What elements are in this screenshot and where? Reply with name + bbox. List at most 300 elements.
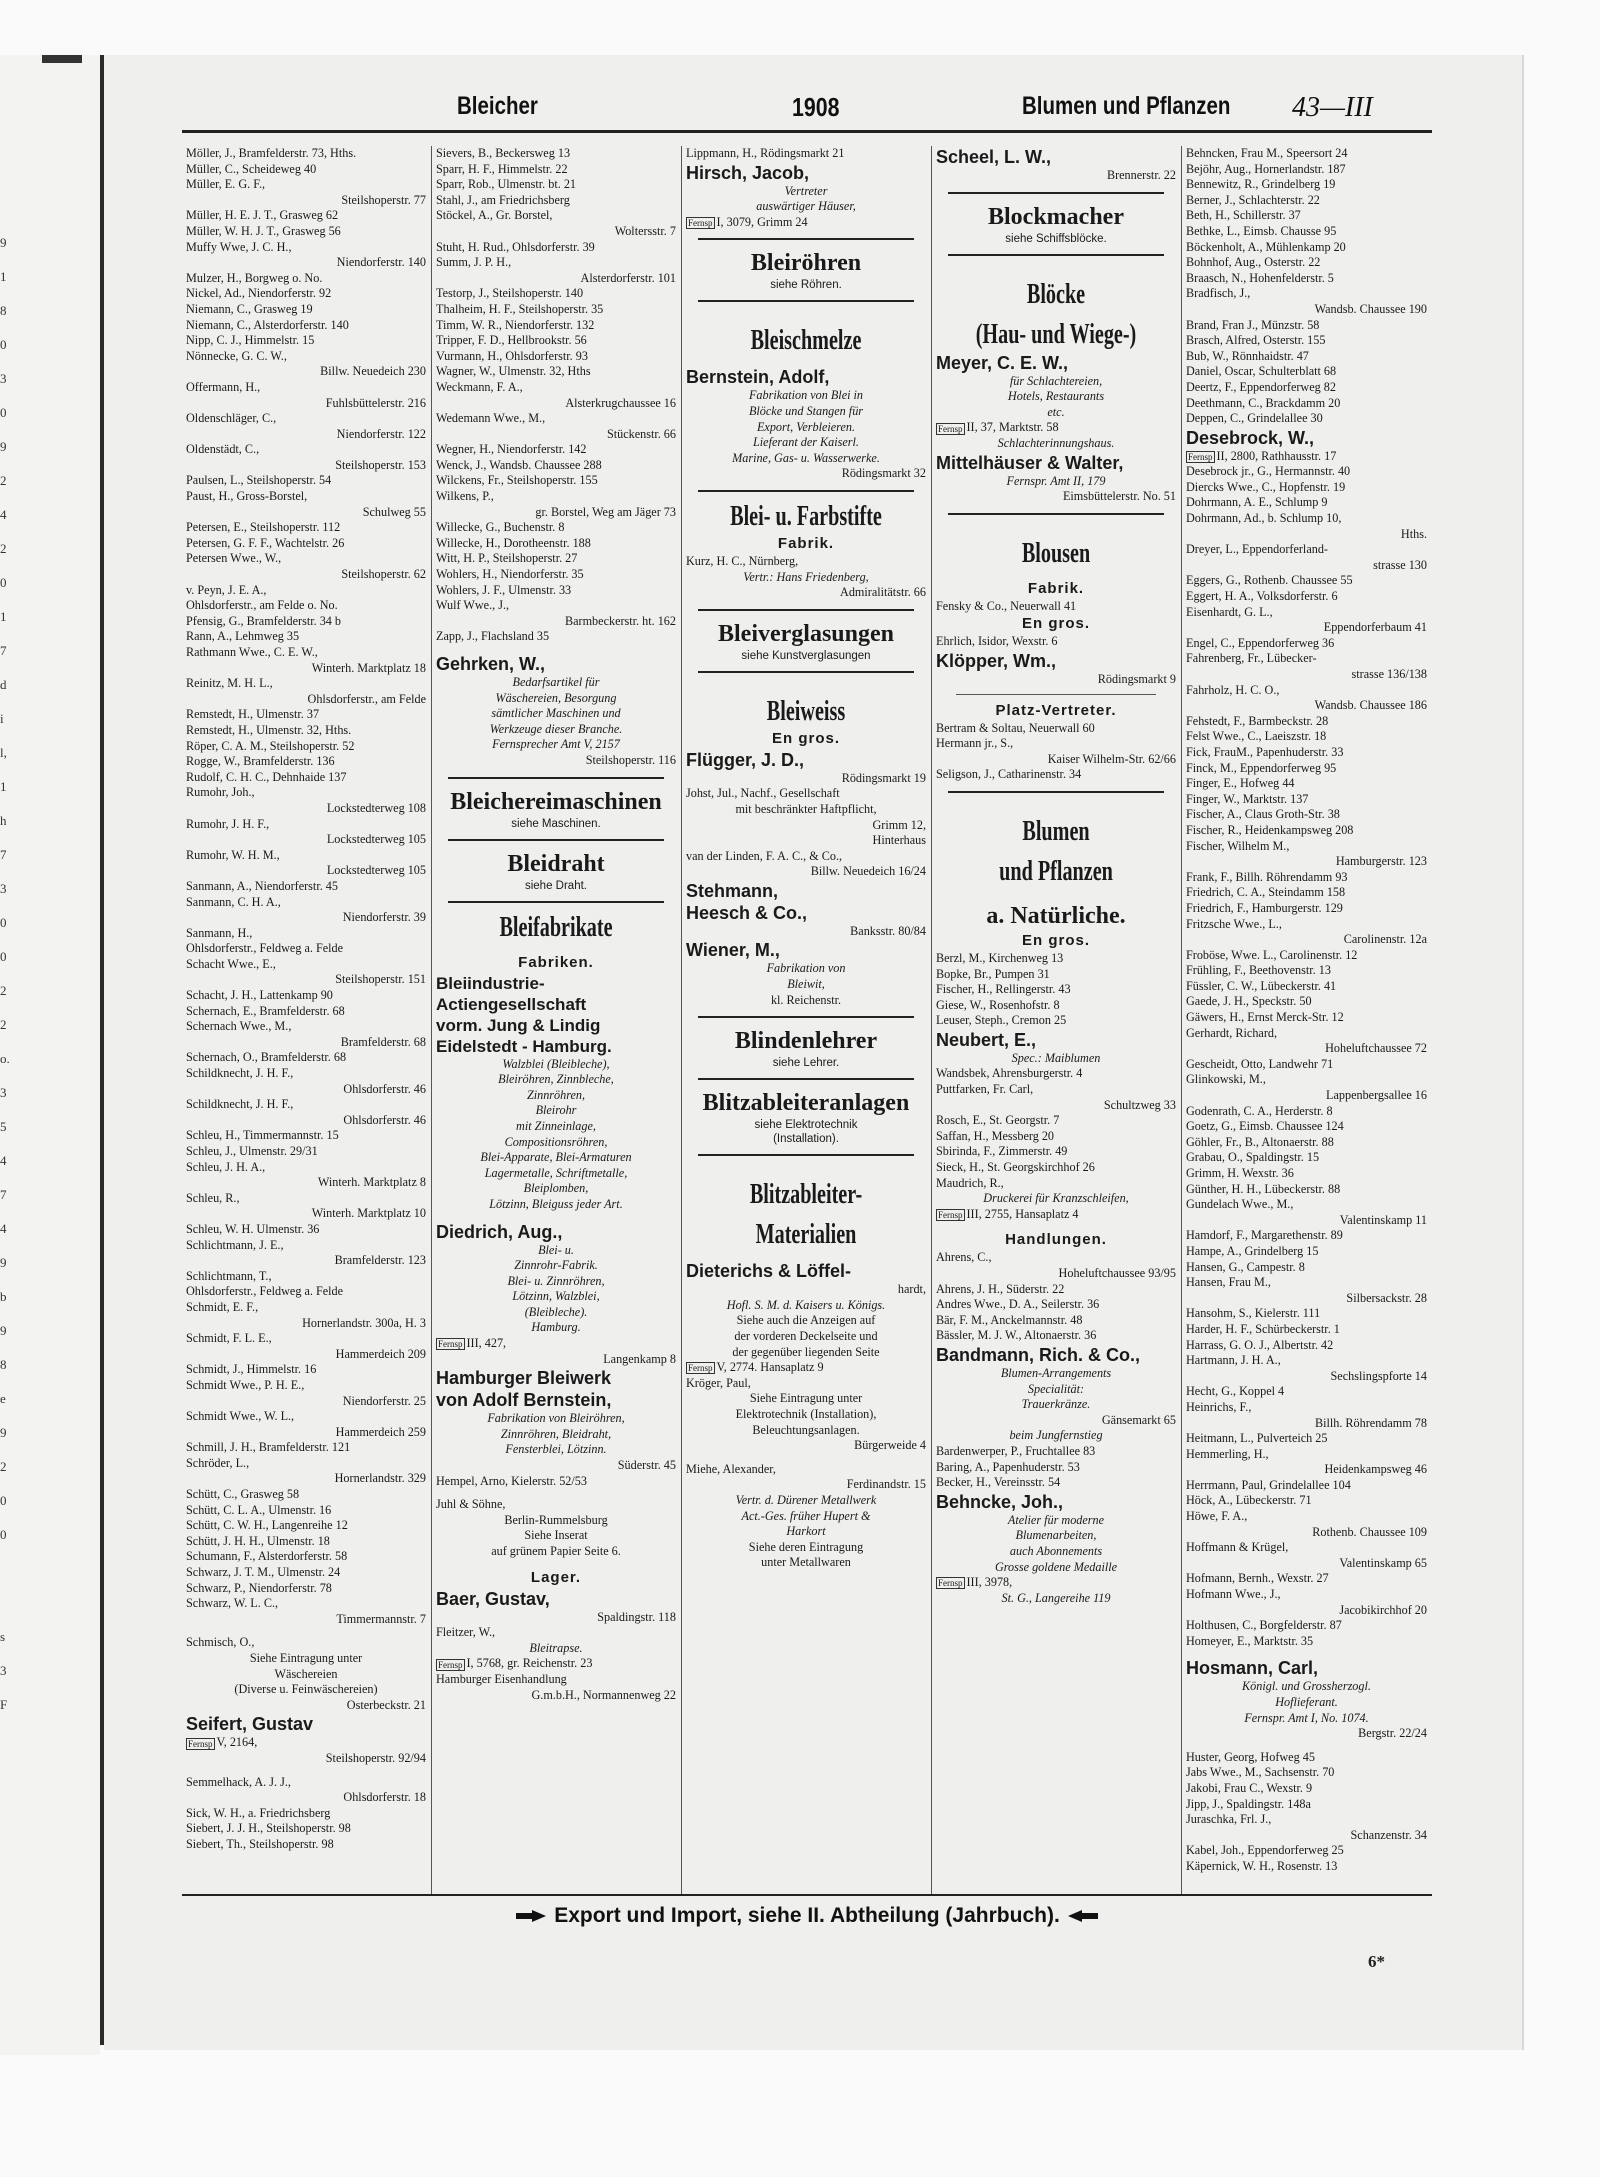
directory-entry: Hemmerling, H., [1186, 1446, 1269, 1461]
margin-char: 0 [0, 575, 7, 590]
note: (Diverse u. Feinwäschereien) [234, 1682, 378, 1697]
address: strasse 130 [1373, 557, 1427, 572]
directory-entry: Schernach, E., Bramfelderstr. 68 [186, 1003, 345, 1018]
directory-entry: Schmisch, O., [186, 1635, 255, 1650]
subsection-heading: Fabriken. [518, 953, 594, 971]
telephone-line [686, 215, 926, 231]
section-divider [448, 839, 664, 841]
address: Hammerdeich 259 [335, 1424, 426, 1439]
spacer [436, 645, 676, 653]
directory-entry: Müller, E. G. F., [186, 177, 266, 192]
firm-name: Hosmann, Carl, [1186, 1658, 1319, 1679]
directory-entry: Schmidt Wwe., P. H. E., [186, 1377, 305, 1392]
directory-entry: Schleu, R., [186, 1190, 240, 1205]
firm-description: Spec.: Maiblumen [1011, 1050, 1101, 1065]
directory-entry: Eggers, G., Rothenb. Chaussee 55 [1186, 573, 1353, 588]
firm-description: beim Jungfernstieg [1009, 1428, 1103, 1443]
section-divider [948, 192, 1164, 194]
directory-entry: Siebert, Th., Steilshoperstr. 98 [186, 1836, 334, 1851]
margin-char: 3 [0, 1663, 7, 1678]
section-heading: Blöcke [1026, 278, 1086, 310]
firm-description: Hofl. S. M. d. Kaisers u. Königs. [726, 1297, 886, 1312]
directory-entry: Schleu, W. H. Ulmenstr. 36 [186, 1221, 320, 1236]
telephone-number: V, 2164, [216, 1735, 258, 1750]
see-also: siehe Elektrotechnik [754, 1119, 858, 1132]
address: Gänsemarkt 65 [1101, 1412, 1176, 1427]
directory-entry: Harder, H. F., Schürbeckerstr. 1 [1186, 1321, 1340, 1336]
address: Rothenb. Chaussee 109 [1312, 1524, 1427, 1539]
address: Valentinskamp 11 [1339, 1212, 1427, 1227]
column-5 [1182, 146, 1432, 1894]
directory-entry: Schleu, H., Timmermannstr. 15 [186, 1128, 339, 1143]
telephone-line [936, 420, 1176, 436]
directory-entry: Schlichtmann, T., [186, 1268, 272, 1283]
section-divider [698, 238, 914, 240]
firm-description: St. G., Langereihe 119 [1001, 1590, 1111, 1605]
directory-entry: Felst Wwe., C., Laeiszstr. 18 [1186, 729, 1327, 744]
address: Hoheluftchaussee 72 [1325, 1041, 1427, 1056]
directory-entry: Schildknecht, J. H. F., [186, 1097, 294, 1112]
note: mit beschränkter Haftpflicht, [735, 801, 877, 816]
address: Niendorferstr. 122 [336, 426, 426, 441]
address: Ohlsdorferstr. 46 [343, 1081, 426, 1096]
address: Timmermannstr. 7 [336, 1611, 426, 1626]
address: Eimsbüttelerstr. No. 51 [1062, 489, 1176, 504]
directory-entry: Wandsbek, Ahrensburgerstr. 4 [936, 1066, 1083, 1081]
margin-char: 0 [0, 1527, 7, 1542]
margin-char: 7 [0, 1187, 7, 1202]
firm-name: Hirsch, Jacob, [686, 162, 810, 183]
firm-description: Lagermetalle, Schriftmetalle, [484, 1165, 628, 1180]
firm-name: Neubert, E., [936, 1029, 1037, 1050]
firm-name: Actiengesellschaft [436, 994, 587, 1014]
directory-entry: Petersen, G. F. F., Wachtelstr. 26 [186, 535, 345, 550]
directory-entry: Hansen, G., Campestr. 8 [1186, 1259, 1305, 1274]
directory-entry: Hecht, G., Koppel 4 [1186, 1384, 1285, 1399]
directory-entry: Bohnhof, Aug., Osterstr. 22 [1186, 255, 1321, 270]
directory-entry: Juhl & Söhne, [436, 1497, 506, 1512]
directory-entry: Schildknecht, J. H. F., [186, 1066, 294, 1081]
telephone-icon: Fernsp [438, 1339, 463, 1350]
firm-name: Dieterichs & Löffel- [686, 1261, 852, 1282]
directory-entry: Fahrholz, H. C. O., [1186, 682, 1280, 697]
address: Brennerstr. 22 [1106, 168, 1176, 182]
margin-char: h [0, 813, 7, 828]
directory-entry: Fritzsche Wwe., L., [1186, 916, 1282, 931]
margin-char: 9 [0, 1255, 7, 1270]
address: Alsterdorferstr. 101 [580, 270, 676, 285]
see-also: siehe Schiffsblöcke. [1005, 232, 1107, 245]
directory-entry: Rathmann Wwe., C. E. W., [186, 645, 318, 659]
sub-divider [956, 694, 1156, 695]
directory-entry: Heinrichs, F., [1186, 1399, 1252, 1414]
section-heading: a. Natürliche. [986, 902, 1126, 929]
directory-entry: Froböse, Wwe. L., Carolinenstr. 12 [1186, 947, 1358, 962]
directory-entry: Schacht, J. H., Lattenkamp 90 [186, 988, 333, 1003]
directory-entry: Fischer, Wilhelm M., [1186, 838, 1290, 853]
margin-char: 3 [0, 881, 7, 896]
directory-entry: Wilckens, Fr., Steilshoperstr. 155 [436, 473, 598, 488]
directory-entry: Bertram & Soltau, Neuerwall 60 [936, 720, 1095, 735]
directory-entry: Sparr, H. F., Himmelstr. 22 [436, 161, 568, 176]
telephone-number: II, 2800, Rathhausstr. 17 [1216, 448, 1337, 463]
directory-entry: Schleu, J., Ulmenstr. 29/31 [186, 1144, 318, 1158]
section-divider [698, 300, 914, 302]
firm-description: Bleirohr [535, 1103, 577, 1118]
directory-entry: Baring, A., Papenhuderstr. 53 [936, 1459, 1080, 1474]
directory-entry: Rogge, W., Bramfelderstr. 136 [186, 754, 335, 769]
directory-entry: Hofmann, Bernh., Wexstr. 27 [1186, 1571, 1329, 1586]
directory-entry: Gundelach Wwe., M., [1186, 1197, 1294, 1212]
margin-char: 0 [0, 405, 7, 420]
address: Bramfelderstr. 68 [340, 1034, 426, 1049]
firm-description: Wäschereien, Besorgung [495, 690, 617, 705]
directory-entry: Bopke, Br., Pumpen 31 [936, 966, 1050, 981]
address: Ohlsdorferstr. 18 [343, 1790, 426, 1805]
directory-entry: Kurz, H. C., Nürnberg, [686, 553, 799, 568]
header-rule [182, 130, 1432, 133]
directory-entry: Seligson, J., Catharinenstr. 34 [936, 767, 1082, 782]
subsection-heading: Platz-Vertreter. [995, 701, 1117, 719]
note: Siehe Eintragung unter [749, 1391, 863, 1406]
directory-entry: Bennewitz, R., Grindelberg 19 [1186, 177, 1336, 192]
directory-entry: Paulsen, L., Steilshoperstr. 54 [186, 473, 332, 488]
firm-description: Atelier für moderne [1007, 1512, 1105, 1527]
firm-description: auch Abonnements [1009, 1543, 1103, 1558]
firm-description: Compositionsröhren, [504, 1134, 608, 1149]
address: Hoheluftchaussee 93/95 [1058, 1266, 1176, 1280]
margin-char: 3 [0, 1085, 7, 1100]
firm-description: Blumen-Arrangements [1000, 1365, 1112, 1380]
directory-entry: Sieck, H., St. Georgskirchhof 26 [936, 1160, 1095, 1175]
margin-char: d [0, 677, 7, 692]
directory-entry: Nipp, C. J., Himmelstr. 15 [186, 333, 315, 348]
directory-entry: Grimm, H. Wexstr. 36 [1186, 1166, 1294, 1180]
firm-name: Eidelstedt - Hamburg. [436, 1036, 612, 1056]
directory-entry: Fehstedt, F., Barmbeckstr. 28 [1186, 713, 1329, 728]
address: Schanzenstr. 34 [1350, 1827, 1427, 1842]
directory-entry: Schacht Wwe., E., [186, 956, 276, 971]
directory-entry: Sanmann, C. H. A., [186, 894, 281, 909]
firm-description: Vertr.: Hans Friedenberg, [743, 569, 869, 584]
section-heading: Blumen [1022, 815, 1090, 847]
address: Ohlsdorferstr. 46 [343, 1112, 426, 1127]
pointing-hand-icon [514, 1909, 548, 1923]
directory-entry: Ohlsdorferstr., Feldweg a. Felde [186, 941, 344, 956]
address: Hammerdeich 209 [335, 1346, 426, 1361]
telephone-line [936, 1207, 1176, 1223]
firm-description: Schlachterinnungshaus. [997, 435, 1115, 450]
spacer [686, 310, 926, 318]
firm-name: Mittelhäuser & Walter, [936, 452, 1124, 473]
directory-entry: Daniel, Oscar, Schulterblatt 68 [1186, 364, 1337, 379]
section-heading: Bleischmelze [750, 325, 862, 357]
subsection-heading: En gros. [1021, 931, 1090, 949]
directory-entry: Wilkens, P., [436, 489, 494, 504]
address: Stückenstr. 66 [606, 426, 676, 441]
telephone-icon: Fernsp [188, 1738, 213, 1749]
address: Wandsb. Chaussee 186 [1314, 698, 1427, 713]
directory-entry: Eisenhardt, G. L., [1186, 604, 1273, 619]
directory-entry: Fick, FrauM., Papenhuderstr. 33 [1186, 744, 1344, 759]
directory-entry: Dohrmann, A. E., Schlump 9 [1186, 495, 1328, 510]
directory-entry: Jabs Wwe., M., Sachsenstr. 70 [1186, 1765, 1335, 1780]
spacer [936, 801, 1176, 809]
previous-page-edge [0, 55, 100, 2055]
address: Steilshoperstr. 92/94 [325, 1750, 426, 1765]
telephone-icon: Fernsp [938, 1578, 963, 1589]
section-heading: Blindenlehrer [734, 1028, 878, 1055]
see-also: siehe Maschinen. [511, 817, 601, 830]
firm-description: Fernspr. Amt II, 179 [1006, 473, 1106, 488]
spacer [1186, 1649, 1427, 1657]
telephone-icon: Fernsp [938, 1210, 963, 1221]
directory-entry: Rosch, E., St. Georgstr. 7 [936, 1113, 1060, 1128]
firm-name: Bleiindustrie- [436, 973, 545, 993]
address: gr. Borstel, Weg am Jäger 73 [535, 504, 676, 519]
directory-entry: Kabel, Joh., Eppendorferweg 25 [1186, 1843, 1344, 1858]
firm-description: sämtlicher Maschinen und [491, 706, 621, 721]
margin-characters [0, 235, 18, 1731]
directory-entry: Paust, H., Gross-Borstel, [186, 489, 308, 504]
directory-entry: Sparr, Rob., Ulmenstr. bt. 21 [436, 177, 577, 192]
margin-char: 1 [0, 269, 7, 284]
directory-entry: Hansohm, S., Kielerstr. 111 [1186, 1306, 1321, 1321]
firm-description: Walzblei (Bleibleche), [502, 1056, 610, 1071]
directory-entry: Gerhardt, Richard, [1186, 1025, 1278, 1040]
directory-entry: Godenrath, C. A., Herderstr. 8 [1186, 1103, 1333, 1118]
directory-entry: Schumann, F., Alsterdorferstr. 58 [186, 1549, 348, 1564]
directory-entry: Deethmann, C., Brackdamm 20 [1186, 395, 1341, 410]
directory-entry: van der Linden, F. A. C., & Co., [686, 848, 843, 863]
margin-char: 0 [0, 915, 7, 930]
header-left: Bleicher [457, 92, 538, 120]
address: Langenkamp 8 [603, 1351, 676, 1366]
spacer [936, 1222, 1176, 1230]
directory-entry: Schwarz, J. T. M., Ulmenstr. 24 [186, 1565, 341, 1580]
directory-entry: Deppen, C., Grindelallee 30 [1186, 411, 1323, 426]
directory-entry: Muffy Wwe, J. C. H., [186, 239, 292, 254]
margin-char [0, 1561, 18, 1595]
address: Hornerlandstr. 300a, H. 3 [302, 1315, 426, 1330]
directory-entry: Miehe, Alexander, [686, 1461, 776, 1476]
directory-entry: Eggert, H. A., Volksdorferstr. 6 [1186, 589, 1338, 604]
directory-entry: Dreyer, L., Eppendorferland- [1186, 542, 1328, 557]
address: Spaldingstr. 118 [597, 1609, 676, 1624]
firm-name: Flügger, J. D., [686, 749, 805, 770]
address: Lappenbergsallee 16 [1326, 1088, 1427, 1103]
spacer [686, 358, 926, 366]
directory-entry: Niemann, C., Alsterdorferstr. 140 [186, 317, 349, 332]
section-heading: Bleifabrikate [499, 911, 613, 943]
directory-entry: Saffan, H., Messberg 20 [936, 1128, 1055, 1143]
firm-description: Fabrikation von Bleiröhren, [487, 1411, 625, 1426]
firm-description: Bleiwit, [787, 977, 825, 992]
directory-entry: Bässler, M. J. W., Altonaerstr. 36 [936, 1328, 1097, 1343]
directory-entry: Braasch, N., Hohenfelderstr. 5 [1186, 270, 1334, 285]
directory-entry: Fensky & Co., Neuerwall 41 [936, 598, 1077, 613]
directory-entry: Hoffmann & Krügel, [1186, 1540, 1289, 1555]
firm-description: Bleiröhren, Zinnbleche, [498, 1072, 614, 1087]
directory-entry: Ehrlich, Isidor, Wexstr. 6 [936, 634, 1058, 649]
directory-entry: Göhler, Fr., B., Altonaerstr. 88 [1186, 1134, 1334, 1149]
spacer [436, 945, 676, 953]
note: Wäschereien [274, 1666, 338, 1681]
address: Rödingsmarkt 19 [841, 770, 926, 785]
margin-char: 2 [0, 1017, 7, 1032]
telephone-icon: Fernsp [438, 1659, 463, 1670]
directory-entry: Schröder, L., [186, 1455, 250, 1470]
firm-name: Bernstein, Adolf, [686, 367, 830, 388]
directory-entry: Hamdorf, F., Margarethenstr. 89 [1186, 1228, 1343, 1243]
directory-entry: Beth, H., Schillerstr. 37 [1186, 208, 1301, 223]
directory-entry: Homeyer, E., Marktstr. 35 [1186, 1633, 1314, 1648]
section-heading: Bleiweiss [766, 695, 846, 727]
directory-entry: Füssler, C. W., Lübeckerstr. 41 [1186, 978, 1337, 993]
margin-char: e [0, 1391, 6, 1406]
address: Winterh. Marktplatz 18 [311, 660, 426, 675]
see-also: siehe Draht. [524, 879, 587, 892]
firm-description: Blumenarbeiten, [1015, 1528, 1097, 1543]
note: Beleuchtungsanlagen. [752, 1422, 860, 1437]
firm-name: von Adolf Bernstein, [436, 1390, 612, 1411]
telephone-icon: Fernsp [1188, 451, 1213, 462]
directory-entry: Finger, W., Marktstr. 137 [1186, 791, 1309, 806]
directory-entry: Schernach Wwe., M., [186, 1019, 292, 1034]
firm-description: Lötzinn, Bleiguss jeder Art. [489, 1196, 623, 1211]
column-4 [932, 146, 1182, 1894]
address: Steilshoperstr. 116 [585, 752, 676, 767]
directory-entry: Schmidt, E. F., [186, 1299, 259, 1314]
directory-entry: Remstedt, H., Ulmenstr. 32, Hths. [186, 722, 352, 737]
directory-entry: Sievers, B., Beckersweg 13 [436, 146, 571, 160]
directory-entry: Stuht, H. Rud., Ohlsdorferstr. 39 [436, 239, 595, 254]
firm-name: Heesch & Co., [686, 902, 808, 923]
directory-entry: Bradfisch, J., [1186, 286, 1251, 301]
section-divider [698, 671, 914, 673]
telephone-number: II, 37, Marktstr. 58 [966, 420, 1059, 435]
directory-entry: Lippmann, H., Rödingsmarkt 21 [686, 146, 845, 160]
directory-entry: Berner, J., Schlachterstr. 22 [1186, 192, 1320, 207]
directory-entry: Höwe, F. A., [1186, 1509, 1248, 1524]
directory-entry: Jipp, J., Spaldingstr. 148a [1186, 1796, 1311, 1811]
address: Jacobikirchhof 20 [1339, 1602, 1427, 1617]
note: Siehe auch die Anzeigen auf [736, 1313, 876, 1328]
signature-mark: 6* [1368, 1952, 1385, 1971]
address: Lockstedterweg 105 [326, 863, 426, 878]
subsection-heading: En gros. [1021, 615, 1090, 633]
directory-entry: Wenck, J., Wandsb. Chaussee 288 [436, 457, 602, 472]
directory-entry: Nickel, Ad., Niendorferstr. 92 [186, 286, 332, 301]
telephone-icon: Fernsp [688, 217, 713, 228]
margin-char: F [0, 1697, 8, 1712]
directory-entry: Ahrens, C., [936, 1250, 992, 1265]
address: Admiralitätstr. 66 [840, 585, 926, 600]
section-divider [698, 1154, 914, 1156]
directory-entry: Goetz, G., Eimsb. Chaussee 124 [1186, 1119, 1344, 1134]
directory-entry: Berzl, M., Kirchenweg 13 [936, 950, 1064, 965]
firm-description: Zinnröhren, [526, 1087, 586, 1102]
margin-char: 9 [0, 1323, 7, 1338]
page-footer [182, 1904, 1432, 1928]
firm-name: Desebrock, W., [1186, 427, 1315, 448]
address: Lockstedterweg 105 [326, 832, 426, 847]
directory-entry: Nönnecke, G. C. W., [186, 348, 287, 363]
section-heading: Blitzableiter- [749, 1179, 863, 1211]
address: Grimm 12, [872, 817, 926, 832]
margin-char: 7 [0, 847, 7, 862]
directory-entry: Oldenschläger, C., [186, 411, 277, 426]
directory-entry: Fischer, R., Heidenkampsweg 208 [1186, 822, 1354, 837]
margin-char: 1 [0, 609, 7, 624]
pointing-hand-icon [1066, 1909, 1100, 1923]
note: unter Metallwaren [761, 1555, 851, 1570]
directory-entry: Schwarz, W. L. C., [186, 1596, 279, 1611]
address: Steilshoperstr. 151 [335, 972, 426, 987]
firm-description: Fabrikation von [766, 961, 846, 976]
section-divider [448, 777, 664, 779]
margin-char: 2 [0, 473, 7, 488]
margin-char: l, [0, 745, 7, 760]
directory-entry: Ohlsdorferstr., am Felde o. No. [186, 598, 338, 613]
margin-char: o. [0, 1051, 10, 1066]
spacer [436, 1560, 676, 1568]
firm-description: Druckerei für Kranzschleifen, [983, 1191, 1129, 1206]
directory-entry: Schmill, J. H., Bramfelderstr. 121 [186, 1440, 351, 1455]
see-also: siehe Kunstverglasungen [741, 649, 871, 662]
firm-description: Bedarfsartikel für [512, 675, 600, 689]
spacer [186, 1627, 426, 1635]
firm-name: Hamburger Bleiwerk [436, 1368, 612, 1389]
section-heading: Blockmacher [988, 203, 1124, 230]
firm-name: Seifert, Gustav [186, 1714, 314, 1735]
directory-entry: Stahl, J., am Friedrichsberg [436, 192, 570, 207]
margin-char: b [0, 1289, 7, 1304]
directory-entry: Wohlers, J. F., Ulmenstr. 33 [436, 582, 572, 597]
firm-description: mit Zinneinlage, [516, 1118, 596, 1133]
margin-char: 9 [0, 439, 7, 454]
directory-entry: Friedrich, C. A., Steindamm 158 [1186, 885, 1346, 900]
directory-entry: Sanmann, A., Niendorferstr. 45 [186, 878, 338, 893]
directory-entry: Hampe, A., Grindelberg 15 [1186, 1243, 1319, 1258]
directory-entry: Müller, H. E. J. T., Grasweg 62 [186, 208, 339, 223]
telephone-number: III, 2755, Hansaplatz 4 [966, 1206, 1079, 1221]
firm-description: Marine, Gas- u. Wasserwerke. [732, 450, 880, 465]
directory-entry: Bejöhr, Aug., Hornerlandstr. 187 [1186, 161, 1346, 176]
directory-entry: Frühling, F., Beethovenstr. 13 [1186, 963, 1331, 978]
directory-entry: Röper, C. A. M., Steilshoperstr. 52 [186, 738, 355, 753]
directory-entry: Friedrich, F., Hamburgerstr. 129 [1186, 900, 1343, 915]
firm-description: Fensterblei, Lötzinn. [505, 1442, 607, 1457]
firm-name: Baer, Gustav, [436, 1588, 550, 1609]
directory-entry: Fahrenberg, Fr., Lübecker- [1186, 651, 1317, 666]
firm-description: Blöcke und Stangen für [748, 403, 864, 418]
firm-description: Harkort [786, 1524, 826, 1539]
address: Heidenkampsweg 46 [1324, 1462, 1427, 1477]
footer-text: Export und Import, siehe II. Abtheilung (Jahrbuch). [554, 1904, 1060, 1927]
directory-entry: Willecke, G., Buchenstr. 8 [436, 520, 565, 535]
firm-description: Lötzinn, Walzblei, [512, 1289, 600, 1304]
directory-entry: Siebert, J. J. H., Steilshoperstr. 98 [186, 1821, 351, 1836]
section-heading: Blei- u. Farbstifte [730, 500, 882, 532]
directory-entry: Hamburger Eisenhandlung [436, 1671, 567, 1686]
margin-char: 9 [0, 1425, 7, 1440]
spacer [936, 264, 1176, 272]
directory-entry: Leuser, Steph., Cremon 25 [936, 1013, 1067, 1028]
firm-description: für Schlachtereien, [1009, 373, 1103, 388]
directory-entry: Herrmann, Paul, Grindelallee 104 [1186, 1477, 1351, 1492]
directory-entry: Grabau, O., Spaldingstr. 15 [1186, 1150, 1320, 1165]
